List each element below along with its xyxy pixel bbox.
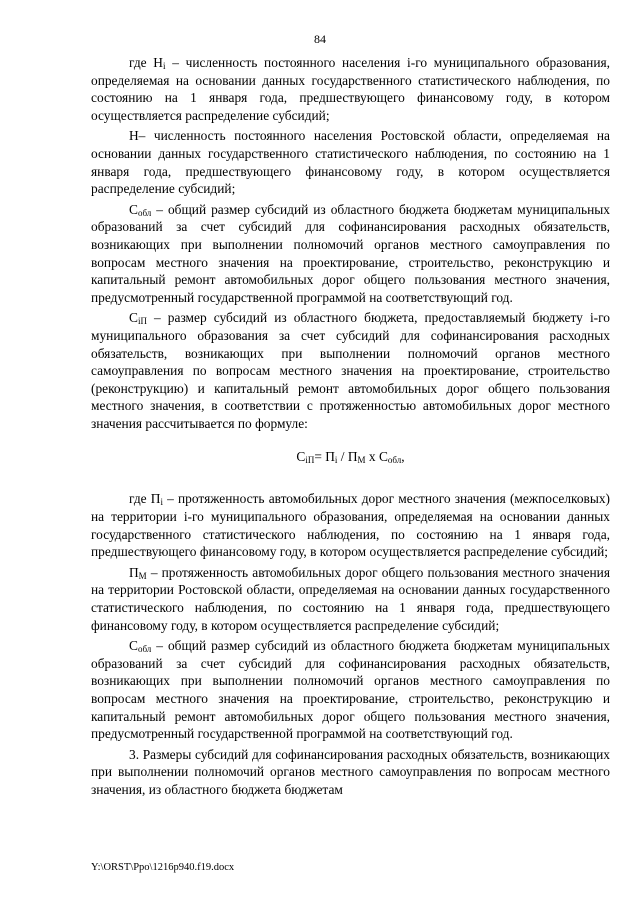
- paragraph-section-3: 3. Размеры субсидий для софинансирования расходных обязательств, возникающих при выполнении полномочий органов местного самоуправления по вопросам местного значения, из областного бюджета бюджетам: [91, 746, 610, 797]
- paragraph-definition-cip: $С_{iП}$ – размер субсидий из областного бюджета, предоставляемый бюджету i-го муниципального образования за счет субсидий для софинансирования расходных обязательств, возникающих при выполнении полномочий органов местного самоуправления по вопросам местного значения на проектирование, строительство (реконструкцию) и капитальный ремонт автомобильных дорог общего пользования местного значения, в соответствии с протяженностью автомобильных дорог местного значения рассчитывается по формуле:: [91, 310, 610, 431]
- paragraph-definition-pi: где $П_i$ – протяженность автомобильных дорог местного значения (межпоселковых) на территории i-го муниципального образования, определяемая на основании данных государственного статистического наблюдения, по состоянию на 1 января года, предшествующего финансовому году, в котором осуществляется распределение субсидий;: [91, 491, 610, 560]
- paragraph-definition-pm: $П_М$ – протяженность автомобильных дорог общего пользования местного значения на территории Ростовской области, определяемая на основании данных государственного статистического наблюдения, по состоянию на 1 января года, предшествующего финансовому году, в котором осуществляется распределение субсидий;: [91, 564, 610, 633]
- paragraph-definition-cobl-2: $С_{обл}$ – общий размер субсидий из областного бюджета бюджетам муниципальных образований за счет субсидий для софинансирования расходных обязательств, возникающих при выполнении полномочий органов местного самоуправления по вопросам местного значения на проектирование, строительство, реконструкцию и капитальный ремонт автомобильных дорог общего пользования местного значения, предусмотренный государственной программой на соответствующий год.: [91, 638, 610, 742]
- formula: $С_{iП}= П_i / П_М$ х $С_{обл}$,: [296, 449, 405, 466]
- paragraph-definition-hi: где $Н_i$ – численность постоянного населения i-го муниципального образования, определяемая на основании данных государственного статистического наблюдения, по состоянию на 1 января года, предшествующего финансовому году, в котором осуществляется распределение субсидий;: [91, 55, 610, 123]
- page-number: 84: [314, 32, 326, 46]
- paragraph-definition-h: Н– численность постоянного населения Ростовской области, определяемая на основании данных государственного статистического наблюдения, по состоянию на 1 января года, предшествующего финансовому году, в котором осуществляется распределение субсидий;: [91, 128, 610, 197]
- document-body: [91, 54, 610, 799]
- footer-file-path: Y:\ORST\Ppo\1216p940.f19.docx: [91, 862, 235, 873]
- paragraph-definition-cobl: $С_{обл}$ – общий размер субсидий из областного бюджета бюджетам муниципальных образований за счет субсидий для софинансирования расходных обязательств, возникающих при выполнении полномочий органов местного самоуправления по вопросам местного значения на проектирование, строительство, реконструкцию и капитальный ремонт автомобильных дорог общего пользования местного значения, предусмотренный государственной программой на соответствующий год.: [91, 201, 610, 305]
